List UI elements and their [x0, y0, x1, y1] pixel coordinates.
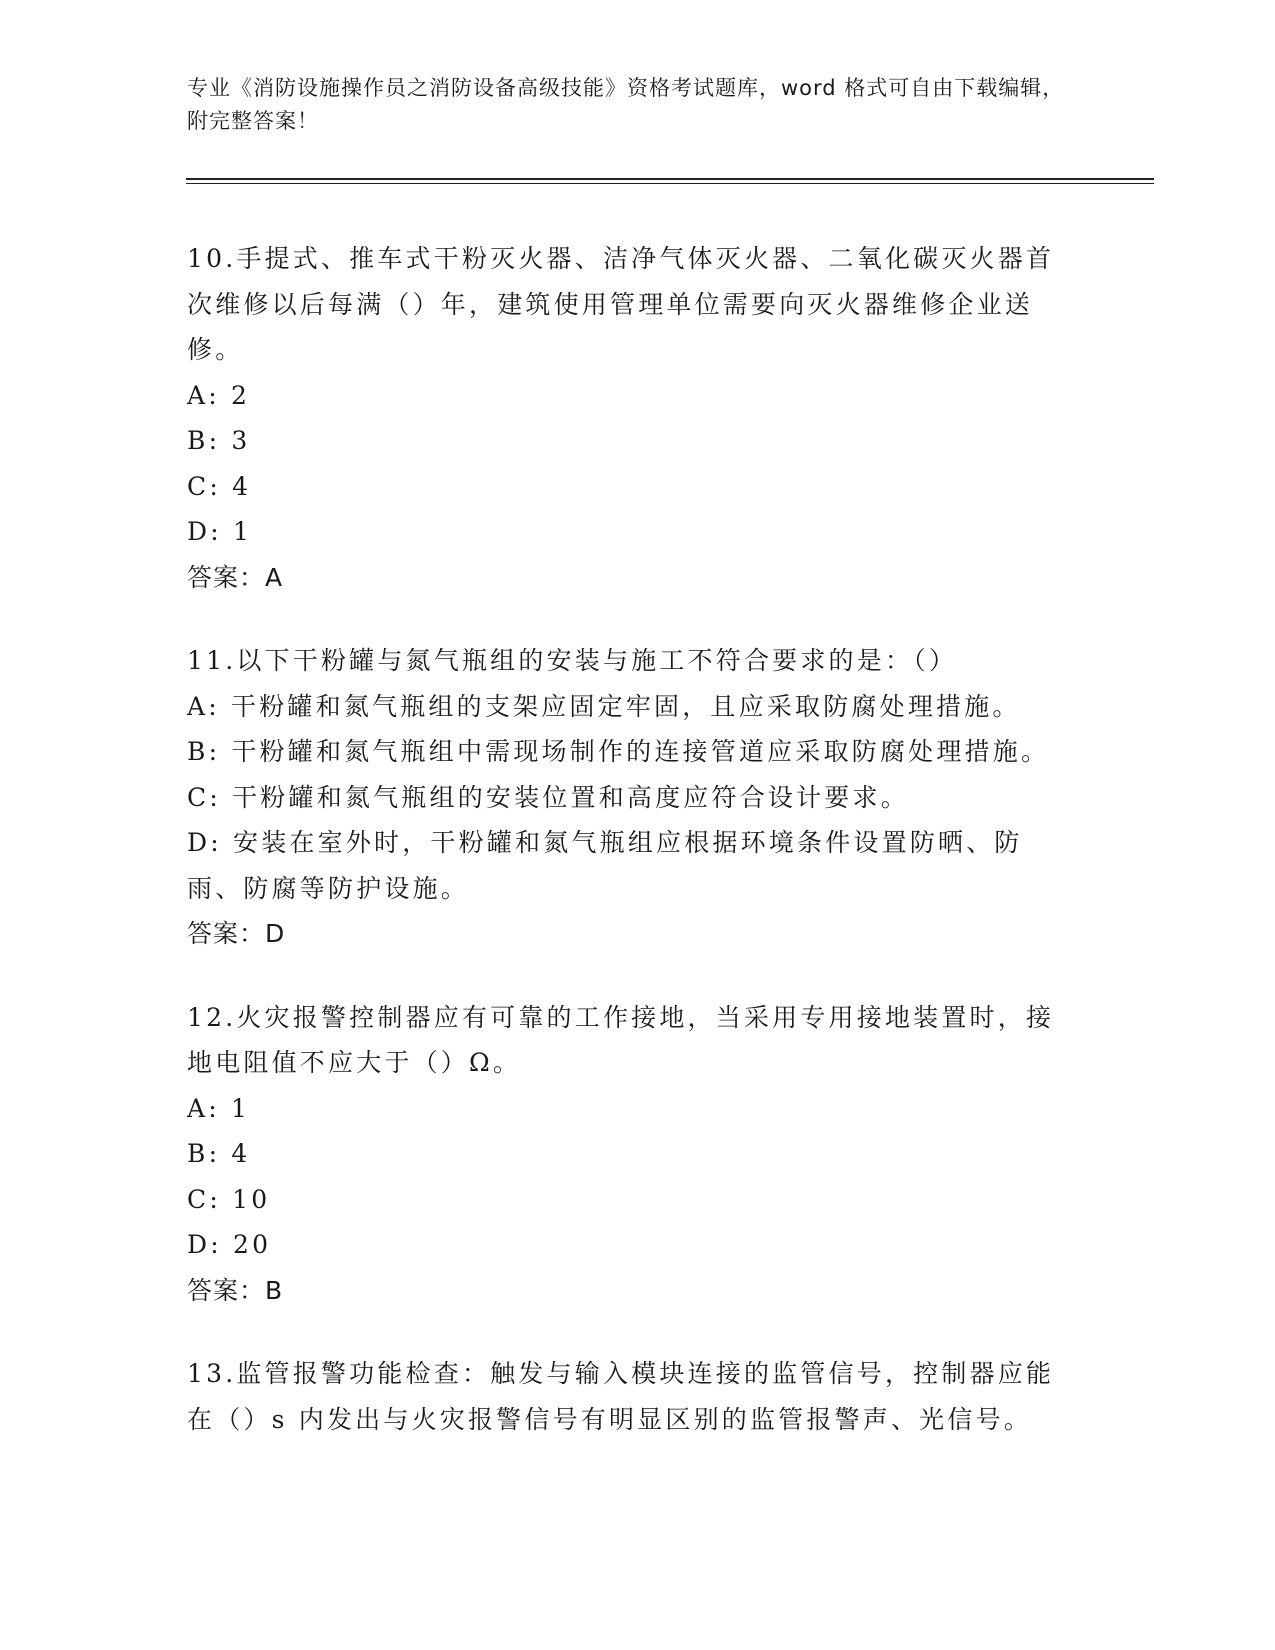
header-divider [186, 178, 1154, 180]
question-list [187, 236, 1077, 1480]
option-c: C: 干粉罐和氮气瓶组的安装位置和高度应符合设计要求。 [187, 782, 909, 812]
option-a: A: 2 [187, 380, 251, 410]
question-stem: 13.监管报警功能检查：触发与输入模块连接的监管信号，控制器应能在（）s 内发出与火灾报警信号有明显区别的监管报警声、光信号。 [187, 1359, 1055, 1434]
option-c: C: 10 [187, 1184, 271, 1214]
option-a: A: 1 [187, 1093, 251, 1123]
option-b: B: 4 [187, 1139, 251, 1168]
question-stem: 10.手提式、推车式干粉灭火器、洁净气体灭火器、二氧化碳灭火器首次维修以后每满（）年，建筑使用管理单位需要向灭火器维修企业送修。 [187, 244, 1055, 364]
question-10 [187, 236, 1077, 600]
answer-label: 答案：D [187, 919, 286, 948]
option-d: D: 安装在室外时，干粉罐和氮气瓶组应根据环境条件设置防晒、防雨、防腐等防护设施。 [187, 828, 1023, 903]
option-d: D: 20 [187, 1230, 272, 1259]
question-stem: 11.以下干粉罐与氮气瓶组的安装与施工不符合要求的是：（） [187, 646, 958, 675]
option-d: D: 1 [187, 517, 253, 546]
question-stem: 12.火灾报警控制器应有可靠的工作接地，当采用专用接地装置时，接地电阻值不应大于（）Ω。 [187, 1002, 1055, 1077]
option-a: A: 干粉罐和氮气瓶组的支架应固定牢固，且应采取防腐处理措施。 [187, 691, 1021, 721]
option-b: B: 3 [187, 426, 251, 455]
answer-label: 答案：A [187, 562, 284, 592]
document-header: 专业《消防设施操作员之消防设备高级技能》资格考试题库，word 格式可自由下载编辑，附完整答案！ [187, 76, 1065, 133]
answer-label: 答案：B [187, 1275, 284, 1305]
header-divider-thin [186, 183, 1154, 184]
question-12 [187, 995, 1077, 1314]
option-c: C: 4 [187, 471, 252, 501]
question-13 [187, 1351, 1077, 1442]
question-11 [187, 638, 1077, 957]
option-b: B: 干粉罐和氮气瓶组中需现场制作的连接管道应采取防腐处理措施。 [187, 737, 1050, 766]
